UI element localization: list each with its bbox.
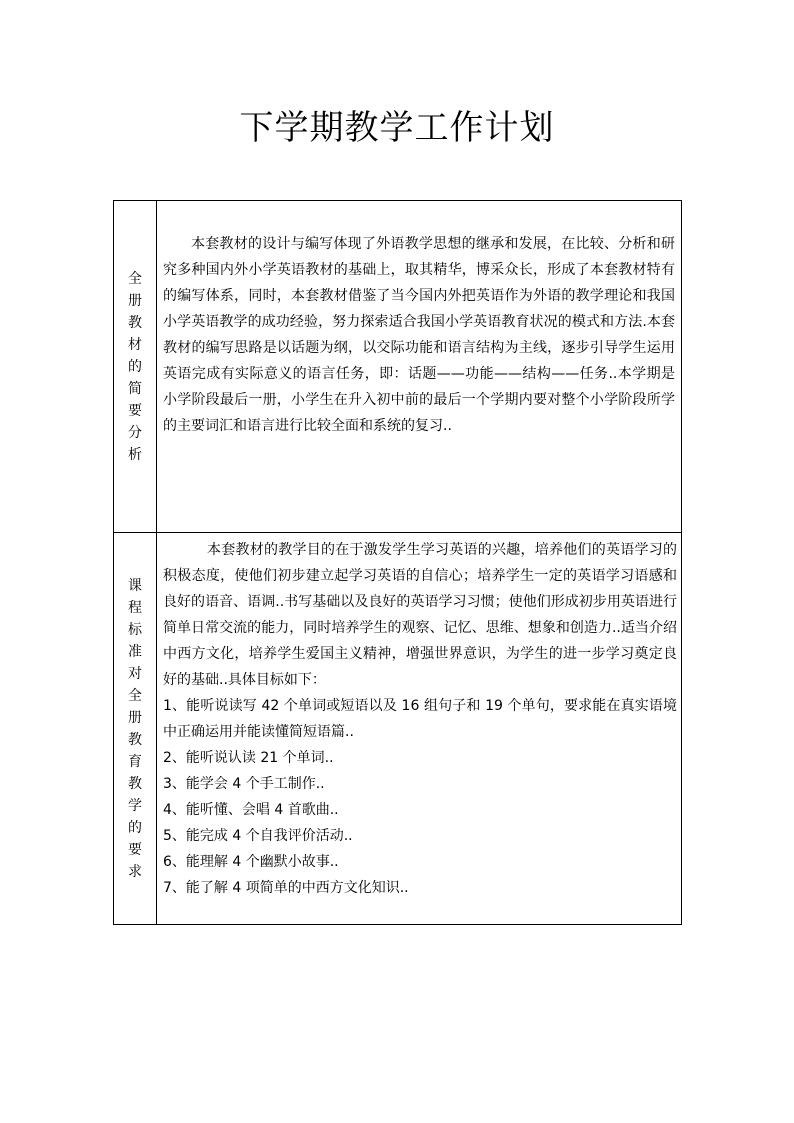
list-item: 4、能听懂、会唱 4 首歌曲..: [163, 802, 339, 818]
section-label-cell: [114, 201, 157, 533]
list-item: 3、能学会 4 个手工制作..: [163, 776, 325, 792]
section-content-cell: [157, 201, 682, 533]
page-title: 下学期教学工作计划: [239, 108, 555, 148]
plan-table: [113, 200, 682, 925]
list-item: 7、能了解 4 项简单的中西方文化知识..: [163, 880, 409, 896]
table-row: [114, 533, 682, 925]
section-content-cell: [157, 533, 682, 925]
table-row: [114, 201, 682, 533]
list-item: 1、能听说读写 42 个单词或短语以及 16 组句子和 19 个单句，要求能在真实语境中正确运用并能读懂简短语篇..: [163, 698, 677, 740]
section-label: 课程标准对全册教育教学的要求: [128, 577, 142, 880]
section-paragraph: 本套教材的设计与编写体现了外语教学思想的继承和发展，在比较、分析和研究多种国内外小学英语教材的基础上，取其精华，博采众长，形成了本套教材特有的编写体系，同时，本套教材借鉴了当今国内外把英语作为外语的教学理论和我国小学英语教学的成功经验，努力探索适合我国小学英语教育状况的模式和方法.本套教材的编写思路是以话题为纲，以交际功能和语言结构为主线，逐步引导学生运用英语完成有实际意义的语言任务，即：话题——功能——结构——任务..本学期是小学阶段最后一册，小学生在升入初中前的最后一个学期内要对整个小学阶段所学的主要词汇和语言进行比较全面和系统的复习..: [163, 236, 675, 434]
list-item: 2、能听说认读 21 个单词..: [163, 750, 334, 766]
section-label: 全册教材的简要分析: [128, 270, 142, 463]
list-item: 5、能完成 4 个自我评价活动..: [163, 828, 353, 844]
list-item: 6、能理解 4 个幽默小故事..: [163, 854, 339, 870]
section-label-cell: [114, 533, 157, 925]
section-paragraph: 本套教材的教学目的在于激发学生学习英语的兴趣，培养他们的英语学习的积极态度，使他们初步建立起学习英语的自信心；培养学生一定的英语学习语感和良好的语音、语调..书写基础以及良好的英语学习习惯；使他们形成初步用英语进行简单日常交流的能力，同时培养学生的观察、记忆、思维、想象和创造力..适当介绍中西方文化，培养学生爱国主义精神，增强世界意识，为学生的进一步学习奠定良好的基础..具体目标如下：: [163, 542, 677, 688]
